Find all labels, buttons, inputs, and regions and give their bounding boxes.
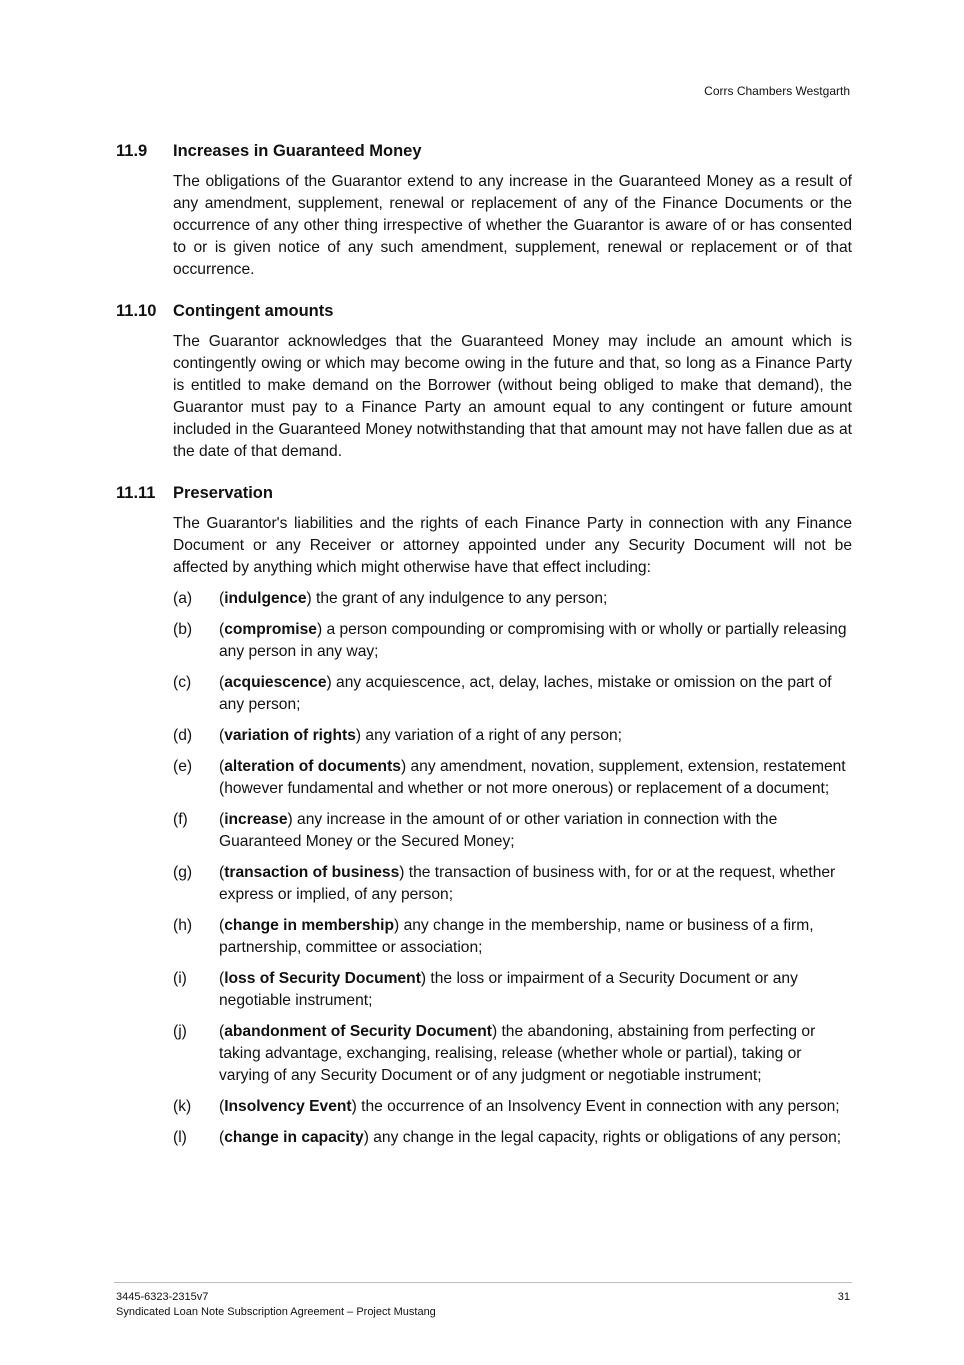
list-item: (c) (acquiescence) any acquiescence, act, delay, laches, mistake or omission on the part of any person; bbox=[173, 674, 832, 713]
section-number: 11.11 bbox=[116, 484, 156, 502]
list-item: (d) (variation of rights) any variation of a right of any person; bbox=[173, 725, 852, 747]
section-heading bbox=[116, 300, 852, 322]
list-item: (j) (abandonment of Security Document) the abandoning, abstaining from perfecting or taking advantage, exchanging, realising, release (whether whole or partial), taking or varying of any Security Document or of any judgment or negotiable instrument; bbox=[173, 1023, 816, 1084]
list-item-term: compromise bbox=[224, 621, 317, 638]
section-title: Preservation bbox=[173, 484, 273, 502]
list-item-text: ) the grant of any indulgence to any person; bbox=[306, 590, 608, 607]
list-item: (e) (alteration of documents) any amendment, novation, supplement, extension, restatement (however fundamental and whether or not more onerous) or replacement of a document; bbox=[173, 758, 846, 797]
list-item-term: acquiescence bbox=[224, 674, 327, 691]
list-item-label: (k) bbox=[173, 1098, 192, 1115]
list-item-text: ) the abandoning, abstaining from perfecting or taking advantage, exchanging, realising, release (whether whole or partial), taking or varying of any Security Document or of any judgment or negotiable instrument; bbox=[219, 1023, 816, 1084]
section-number: 11.9 bbox=[116, 142, 148, 160]
list-item-term: transaction of business bbox=[224, 864, 400, 881]
list-item: (i) (loss of Security Document) the loss or impairment of a Security Document or any negotiable instrument; bbox=[173, 970, 798, 1009]
list-item-label: (c) bbox=[173, 674, 192, 691]
list-item-term: abandonment of Security Document bbox=[224, 1023, 492, 1040]
list-item-text: ) any change in the membership, name or business of a firm, partnership, committee or association; bbox=[219, 917, 814, 956]
list-item-text: ) the transaction of business with, for or at the request, whether express or implied, of any person; bbox=[219, 864, 836, 903]
list-item-text: ) the occurrence of an Insolvency Event in connection with any person; bbox=[351, 1098, 840, 1115]
list-item-term: alteration of documents bbox=[224, 758, 401, 775]
section-paragraph: The Guarantor acknowledges that the Guaranteed Money may include an amount which is contingently owing or which may become owing in the future and that, so long as a Finance Party is entitled to make demand on the Borrower (without being obliged to make that demand), the Guarantor must pay to a Finance Party an amount equal to any contingent or future amount included in the Guaranteed Money notwithstanding that that amount may not have fallen due as at the date of that demand. bbox=[173, 333, 852, 460]
list-item-label: (l) bbox=[173, 1129, 187, 1146]
list-item-term: indulgence bbox=[224, 590, 307, 607]
section-11-11 bbox=[116, 482, 852, 1158]
list-item-term: change in membership bbox=[224, 917, 395, 934]
list-item-text: ) a person compounding or compromising with or wholly or partially releasing any person in any way; bbox=[219, 621, 847, 660]
list-item: (f) (increase) any increase in the amount of or other variation in connection with the Guaranteed Money or the Secured Money; bbox=[173, 811, 778, 850]
list-item-label: (b) bbox=[173, 621, 193, 638]
list-item-label: (h) bbox=[173, 917, 193, 934]
section-11-9 bbox=[116, 140, 852, 281]
list-item-label: (j) bbox=[173, 1023, 187, 1040]
list-item: (l) (change in capacity) any change in the legal capacity, rights or obligations of any person; bbox=[173, 1127, 852, 1149]
footer-page-number: 31 bbox=[837, 1291, 850, 1303]
list-item-term: loss of Security Document bbox=[224, 970, 421, 987]
list-item-text: ) any amendment, novation, supplement, extension, restatement (however fundamental and whether or not more onerous) or replacement of a document; bbox=[219, 758, 846, 797]
list-item-text: ) any increase in the amount of or other variation in connection with the Guaranteed Money or the Secured Money; bbox=[219, 811, 778, 850]
list-item: (a) (indulgence) the grant of any indulgence to any person; bbox=[173, 588, 852, 610]
section-title: Contingent amounts bbox=[173, 302, 334, 320]
preservation-list bbox=[173, 588, 852, 1149]
list-item-term: variation of rights bbox=[224, 727, 356, 744]
footer-doc-title: Syndicated Loan Note Subscription Agreement – Project Mustang bbox=[116, 1306, 436, 1318]
footer-divider bbox=[114, 1282, 852, 1283]
footer-doc-ref: 3445-6323-2315v7 bbox=[116, 1291, 209, 1303]
list-item: (k) (Insolvency Event) the occurrence of an Insolvency Event in connection with any person; bbox=[173, 1096, 852, 1118]
list-item-text: ) any acquiescence, act, delay, laches, mistake or omission on the part of any person; bbox=[219, 674, 832, 713]
list-item: (g) (transaction of business) the transaction of business with, for or at the request, whether express or implied, of any person; bbox=[173, 864, 836, 903]
section-title: Increases in Guaranteed Money bbox=[173, 142, 422, 160]
header-firm-name: Corrs Chambers Westgarth bbox=[704, 84, 850, 98]
section-heading bbox=[116, 140, 852, 162]
list-item-label: (i) bbox=[173, 970, 187, 987]
section-11-10 bbox=[116, 300, 852, 463]
list-item-term: increase bbox=[224, 811, 288, 828]
list-item: (b) (compromise) a person compounding or compromising with or wholly or partially releasing any person in any way; bbox=[173, 621, 847, 660]
list-item-term: Insolvency Event bbox=[224, 1098, 352, 1115]
list-item-term: change in capacity bbox=[224, 1129, 364, 1146]
section-heading bbox=[116, 482, 852, 504]
list-item-text: ) any variation of a right of any person; bbox=[355, 727, 623, 744]
list-item-label: (a) bbox=[173, 590, 193, 607]
section-number: 11.10 bbox=[116, 302, 157, 320]
list-item: (h) (change in membership) any change in the membership, name or business of a firm, partnership, committee or association; bbox=[173, 917, 814, 956]
list-item-label: (e) bbox=[173, 758, 193, 775]
list-item-label: (d) bbox=[173, 727, 193, 744]
section-paragraph: The Guarantor's liabilities and the rights of each Finance Party in connection with any Finance Document or any Receiver or attorney appointed under any Security Document will not be affected by anything which might otherwise have that effect including: bbox=[173, 515, 852, 576]
section-paragraph: The obligations of the Guarantor extend to any increase in the Guaranteed Money as a result of any amendment, supplement, renewal or replacement of any of the Finance Documents or the occurrence of any other thing irrespective of whether the Guarantor is aware of or has consented to or is given notice of any such amendment, supplement, renewal or replacement or of that occurrence. bbox=[173, 173, 852, 278]
list-item-label: (g) bbox=[173, 864, 193, 881]
list-item-label: (f) bbox=[173, 811, 188, 828]
list-item-text: ) any change in the legal capacity, rights or obligations of any person; bbox=[363, 1129, 842, 1146]
list-item-text: ) the loss or impairment of a Security Document or any negotiable instrument; bbox=[219, 970, 798, 1009]
